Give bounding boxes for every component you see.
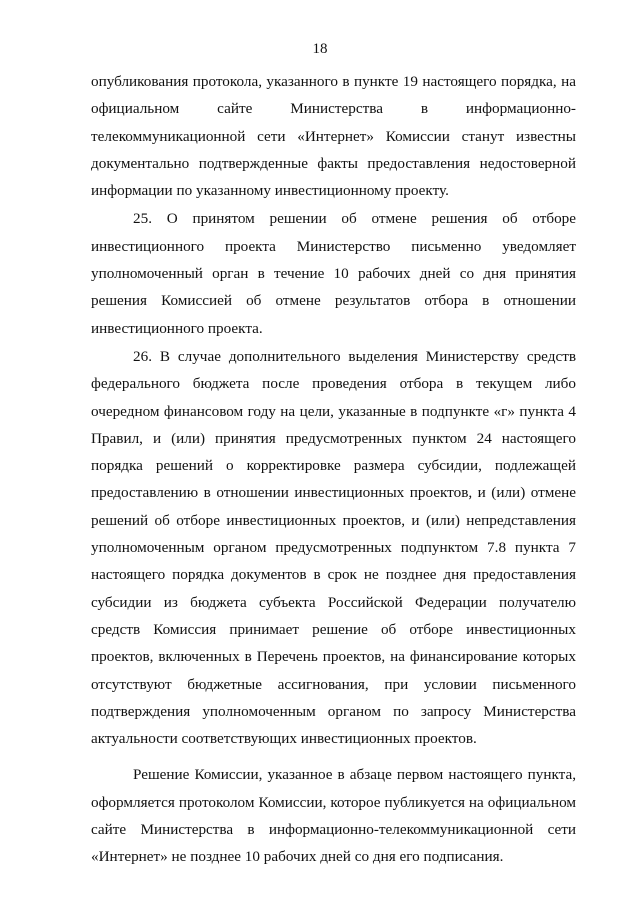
page-number: 18 [312, 41, 328, 57]
paragraph-item-25: 25. О принятом решении об отмене решения об отборе инвестиционного проекта Министерство письменно уведомляет уполномоченный орган в течение 10 рабочих дней со дня принятия решения Комиссией об отмене результатов отбора в отношении инвестиционного проекта. [91, 210, 576, 337]
document-body [91, 68, 576, 871]
paragraph-item-26: 26. В случае дополнительного выделения Министерству средств федерального бюджета после проведения отбора в текущем либо очередном финансовом году на цели, указанные в подпункте «г» пункта 4 Правил, и (или) принятия предусмотренных пунктом 24 настоящего порядка решений о корректировке размера субсидии, подлежащей предоставлению в отношении инвестиционных проектов, и (или) отмене решений об отборе инвестиционных проектов, и (или) непредставления уполномоченным органом предусмотренных подпунктом 7.8 пункта 7 настоящего порядка документов в срок не позднее дня предоставления субсидии из бюджета субъекта Российской Федерации получателю средств Комиссия принимает решение об отборе инвестиционных проектов, включенных в Перечень проектов, на финансирование которых отсутствуют бюджетные ассигнования, при условии письменного подтверждения уполномоченным органом по запросу Министерства актуальности соответствующих инвестиционных проектов. [91, 347, 576, 748]
paragraph-continuation: опубликования протокола, указанного в пункте 19 настоящего порядка, на официальном сайте Министерства в информационно-телекоммуникационной сети «Интернет» Комиссии станут известны документально подтвержденные факты предоставления недостоверной информации по указанному инвестиционному проекту. [91, 73, 576, 200]
paragraph-commission-decision: Решение Комиссии, указанное в абзаце первом настоящего пункта, оформляется протоколом Комиссии, которое публикуется на официальном сайте Министерства в информационно-телекоммуникационной сети «Интернет» не позднее 10 рабочих дней со дня его подписания. [91, 766, 576, 866]
